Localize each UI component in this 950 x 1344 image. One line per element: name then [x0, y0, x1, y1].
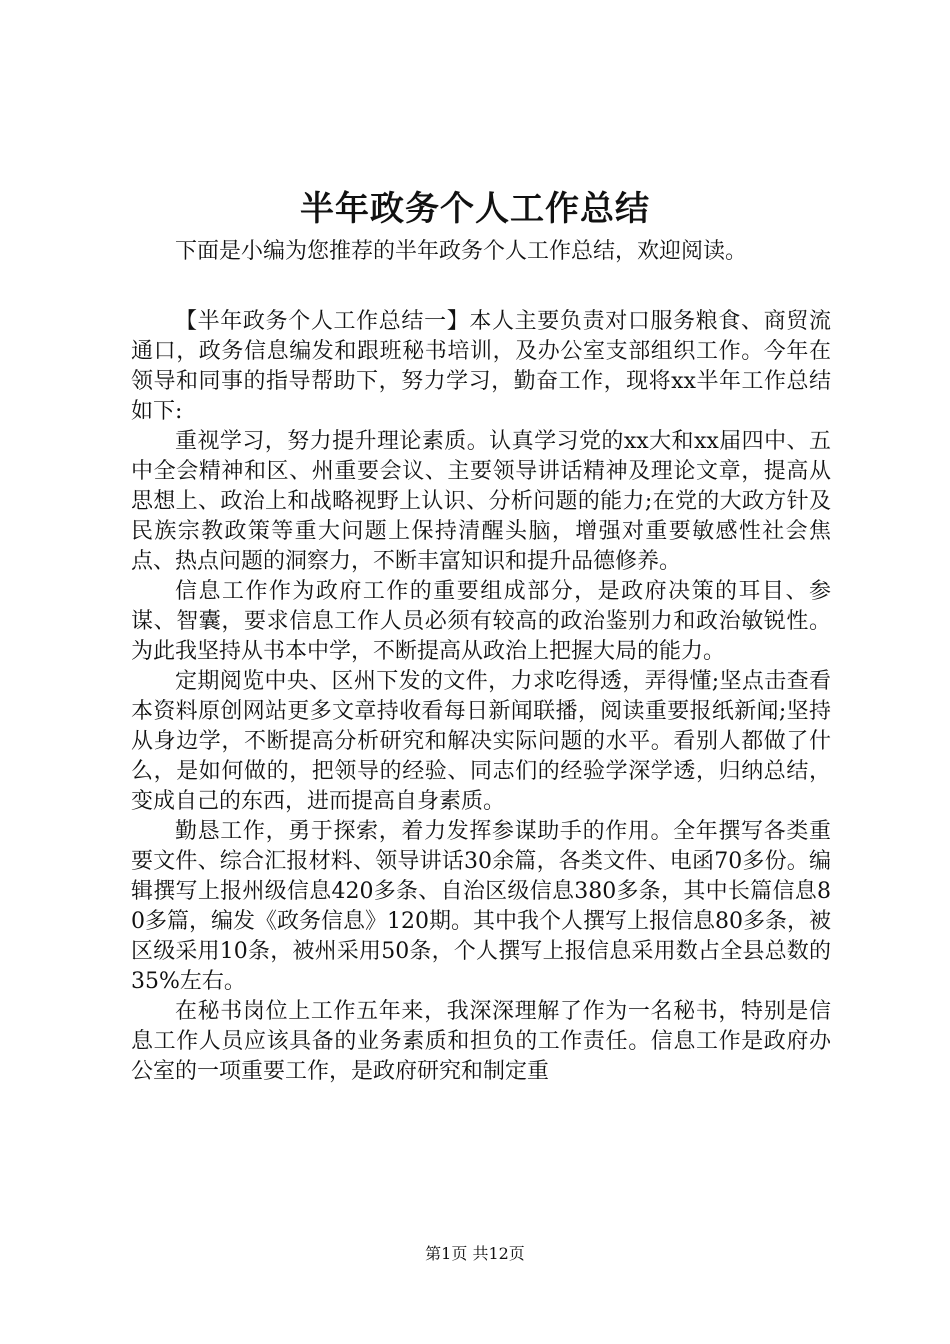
document-title: 半年政务个人工作总结: [300, 189, 650, 229]
document-body: [131, 237, 831, 1087]
paragraph-4: 定期阅览中央、区州下发的文件，力求吃得透，弄得懂;坚点击查看本资料原创网站更多文章持收看每日新闻联播，阅读重要报纸新闻;坚持从身边学，不断提高分析研究和解决实际问题的水平。看别人都做了什么，是如何做的，把领导的经验、同志们的经验学深学透，归纳总结，变成自己的东西，进而提高自身素质。: [131, 669, 831, 814]
paragraph-5: 勤恳工作，勇于探索，着力发挥参谋助手的作用。全年撰写各类重要文件、综合汇报材料、领导讲话30余篇，各类文件、电函70多份。编辑撰写上报州级信息420多条、自治区级信息380多条，其中长篇信息80多篇，编发《政务信息》120期。其中我个人撰写上报信息80多条，被区级采用10条，被州采用50条，个人撰写上报信息采用数占全县总数的35%左右。: [131, 819, 831, 994]
paragraph-3: 信息工作作为政府工作的重要组成部分，是政府决策的耳目、参谋、智囊，要求信息工作人员必须有较高的政治鉴别力和政治敏锐性。为此我坚持从书本中学，不断提高从政治上把握大局的能力。: [131, 579, 831, 664]
paragraph-6: 在秘书岗位上工作五年来，我深深理解了作为一名秘书，特别是信息工作人员应该具备的业务素质和担负的工作责任。信息工作是政府办公室的一项重要工作，是政府研究和制定重: [131, 999, 831, 1084]
intro-paragraph: 下面是小编为您推荐的半年政务个人工作总结，欢迎阅读。: [175, 239, 748, 264]
page-footer: 第1页 共12页: [425, 1244, 525, 1263]
paragraph-1: 【半年政务个人工作总结一】本人主要负责对口服务粮食、商贸流通口，政务信息编发和跟班秘书培训，及办公室支部组织工作。今年在领导和同事的指导帮助下，努力学习，勤奋工作，现将xx半年工作总结如下:: [131, 309, 831, 424]
paragraph-2: 重视学习，努力提升理论素质。认真学习党的xx大和xx届四中、五中全会精神和区、州重要会议、主要领导讲话精神及理论文章，提高从思想上、政治上和战略视野上认识、分析问题的能力;在党的大政方针及民族宗教政策等重大问题上保持清醒头脑，增强对重要敏感性社会焦点、热点问题的洞察力，不断丰富知识和提升品德修养。: [131, 429, 831, 574]
